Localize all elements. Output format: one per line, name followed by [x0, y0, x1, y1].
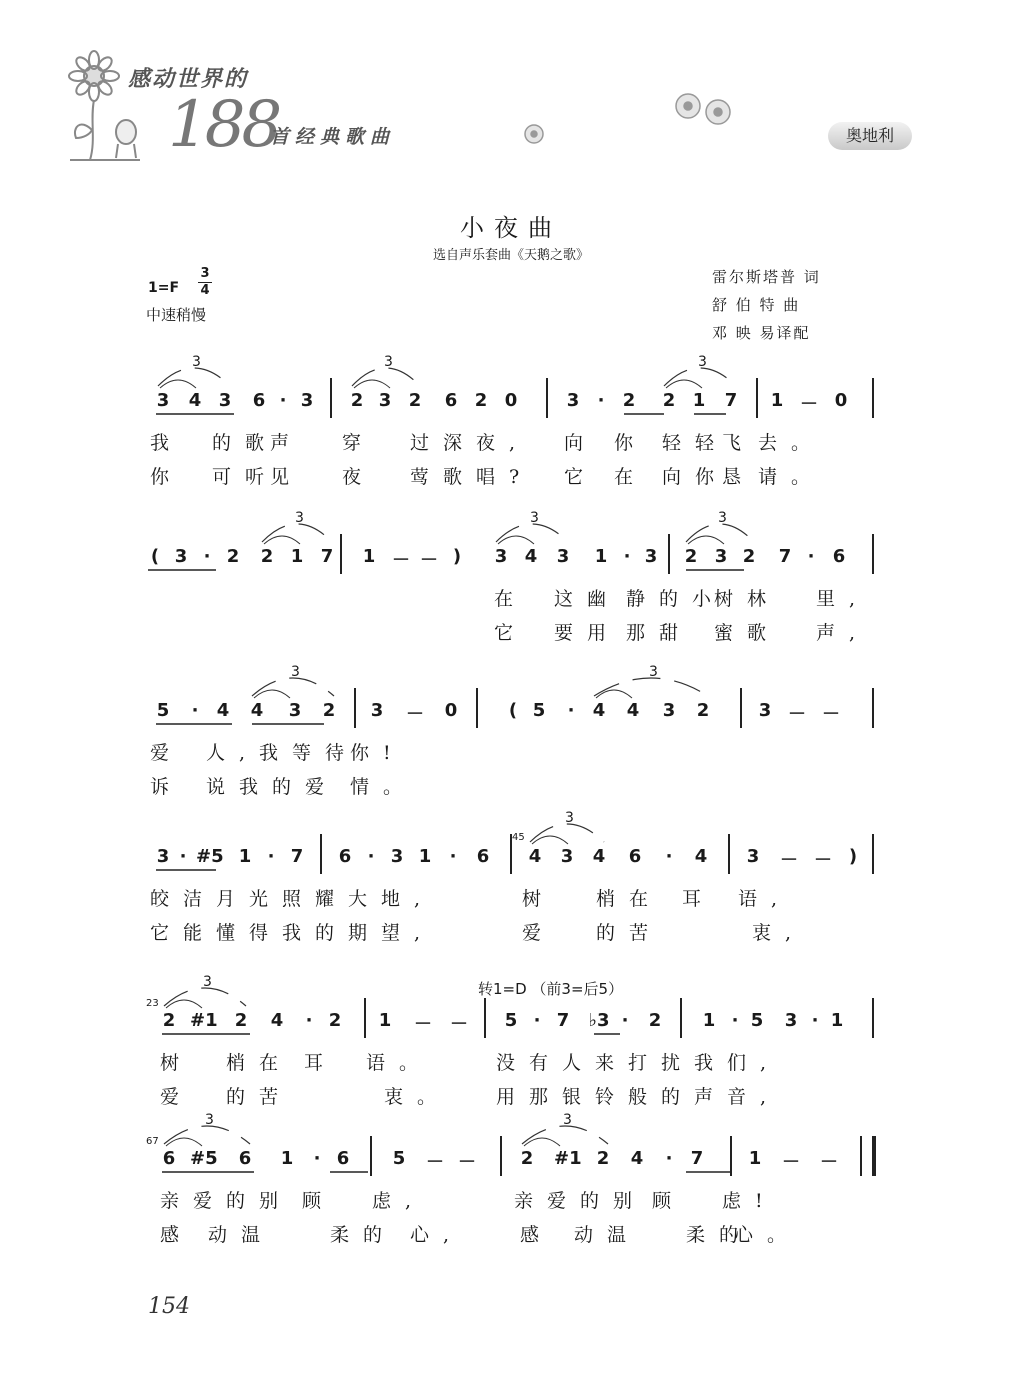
note: 7: [690, 1148, 704, 1169]
note: 3: [378, 390, 392, 411]
note: 5: [750, 1010, 764, 1031]
barline: [872, 834, 874, 874]
note: －: [414, 1014, 432, 1035]
note: 4: [524, 546, 538, 567]
lyric-syllables: 耳: [304, 1052, 338, 1074]
barline: [668, 534, 670, 574]
lyric-syllables: 梢在: [226, 1052, 293, 1074]
slur-arc: [264, 536, 300, 544]
note: 3: [714, 546, 728, 567]
slur-arc: [166, 1138, 202, 1146]
note: 2: [596, 1148, 610, 1169]
note: ): [452, 546, 462, 567]
barline: [680, 998, 682, 1038]
credit-lyricist: 雷尔斯塔普 词: [712, 268, 821, 286]
note: #5: [196, 846, 224, 867]
triplet-arc: [496, 524, 568, 542]
small-mark: 23: [146, 998, 159, 1009]
note: 6: [476, 846, 490, 867]
credit-composer: 舒 伯 特 曲: [712, 296, 801, 314]
note: 2: [260, 546, 274, 567]
lyric-syllables: 穿: [342, 432, 376, 454]
barline: [546, 378, 548, 418]
note: 6: [238, 1148, 252, 1169]
lyric-syllables: 向你: [662, 466, 729, 488]
lyric-syllables: 树林: [714, 588, 781, 610]
song-subtitle: 选自声乐套曲《天鹅之歌》: [432, 248, 589, 263]
triplet-mark: 3: [295, 510, 304, 526]
note: 0: [834, 390, 848, 411]
lyric-syllables: 说我的爱: [206, 776, 339, 798]
note: ·: [179, 846, 187, 867]
lyric-syllables: 向: [564, 432, 598, 454]
barline: [872, 378, 874, 418]
triplet-arc: [522, 1126, 608, 1144]
note: 0: [444, 700, 458, 721]
barline: [364, 998, 366, 1038]
note: 1: [692, 390, 706, 411]
lyric-syllables: 那甜: [626, 622, 693, 644]
lyric-syllables: 静的小: [626, 588, 726, 610]
lyric-syllables: 里,: [816, 588, 870, 610]
note: 2: [520, 1148, 534, 1169]
note: 4: [592, 700, 606, 721]
note: ·: [811, 1010, 819, 1031]
barline: [728, 834, 730, 874]
note: ·: [665, 846, 673, 867]
lyric-syllables: 顾: [302, 1190, 336, 1212]
lyric-syllables: 你!: [350, 742, 405, 764]
note: 5: [392, 1148, 406, 1169]
triplet-arc: [252, 678, 334, 696]
lyric-syllables: 亲爱的别: [514, 1190, 647, 1212]
lyric-syllables: 亲爱的别: [160, 1190, 293, 1212]
note: 2: [684, 546, 698, 567]
note: 1: [378, 1010, 392, 1031]
note: 3: [288, 700, 302, 721]
barline: [872, 998, 874, 1038]
lyric-syllables: 见: [270, 466, 304, 488]
lyric-syllables: 柔的: [330, 1224, 397, 1246]
slur-arc: [166, 1000, 202, 1008]
note: ·: [665, 1148, 673, 1169]
note: －: [820, 1152, 838, 1173]
time-bottom: 4: [198, 282, 212, 299]
note: 3: [644, 546, 658, 567]
note: 2: [408, 390, 422, 411]
lyric-syllables: 用那银铃般的声音,: [496, 1086, 781, 1108]
barline: [476, 688, 478, 728]
note: ): [848, 846, 858, 867]
note: 3: [156, 390, 170, 411]
barline: [860, 1136, 862, 1176]
note: #1: [190, 1010, 218, 1031]
note: 1: [238, 846, 252, 867]
note: 4: [188, 390, 202, 411]
note: 7: [290, 846, 304, 867]
small-mark: 67: [146, 1136, 159, 1147]
note: 6: [162, 1148, 176, 1169]
note: 3: [566, 390, 580, 411]
note: ·: [279, 390, 287, 411]
lyric-syllables: 耳: [682, 888, 716, 910]
note: ·: [623, 546, 631, 567]
triplet-mark: 3: [192, 354, 201, 370]
note: －: [406, 704, 424, 725]
note: 3: [746, 846, 760, 867]
triplet-arc: [352, 368, 420, 386]
note: 6: [444, 390, 458, 411]
lyric-syllables: 没有人来打扰我们,: [496, 1052, 781, 1074]
lyric-syllables: 爱: [150, 742, 184, 764]
note: ·: [533, 1010, 541, 1031]
note: (: [508, 700, 518, 721]
slur-arc: [532, 836, 568, 844]
note: ·: [597, 390, 605, 411]
note: 2: [648, 1010, 662, 1031]
barline: [500, 1136, 502, 1176]
note: 3: [556, 546, 570, 567]
lyric-syllables: 皎洁月光照耀大地,: [150, 888, 435, 910]
lyric-syllables: 我: [150, 432, 184, 454]
note: 1: [280, 1148, 294, 1169]
lyric-syllables: 它: [564, 466, 598, 488]
note: 1: [830, 1010, 844, 1031]
note: 3: [662, 700, 676, 721]
credit-translator: 邓 映 易译配: [712, 324, 811, 342]
note: ·: [203, 546, 211, 567]
note: 3: [560, 846, 574, 867]
note: ·: [731, 1010, 739, 1031]
note: 2: [350, 390, 364, 411]
note: 2: [474, 390, 488, 411]
note: 7: [724, 390, 738, 411]
note: 2: [696, 700, 710, 721]
note: 4: [270, 1010, 284, 1031]
note: 6: [252, 390, 266, 411]
triplet-mark: 3: [565, 810, 574, 826]
note: 7: [556, 1010, 570, 1031]
lyric-syllables: 你: [614, 432, 648, 454]
barline: [740, 688, 742, 728]
lyric-syllables: 爱: [522, 922, 556, 944]
lyric-syllables: 的苦: [596, 922, 663, 944]
note: 3: [218, 390, 232, 411]
note: ·: [367, 846, 375, 867]
note: 7: [320, 546, 334, 567]
lyric-syllables: 顾: [652, 1190, 686, 1212]
note: 3: [758, 700, 772, 721]
slur-arc: [354, 380, 390, 388]
note: 6: [832, 546, 846, 567]
triplet-mark: 3: [384, 354, 393, 370]
triplet-mark: 3: [649, 664, 658, 680]
triplet-mark: 3: [205, 1112, 214, 1128]
note: 4: [630, 1148, 644, 1169]
note: ·: [621, 1010, 629, 1031]
time-top: 3: [200, 266, 210, 281]
note: 1: [770, 390, 784, 411]
note: ♭3: [588, 1010, 610, 1031]
lyric-syllables: 恳: [722, 466, 756, 488]
song-title: 小夜曲: [460, 214, 562, 242]
note: 3: [174, 546, 188, 567]
barline: [320, 834, 322, 874]
barline: [484, 998, 486, 1038]
triplet-mark: 3: [698, 354, 707, 370]
note: 4: [626, 700, 640, 721]
lyric-syllables: 语。: [366, 1052, 433, 1074]
note: －: [814, 850, 832, 871]
note: －: [822, 704, 840, 725]
barline: [370, 1136, 372, 1176]
note: ·: [267, 846, 275, 867]
lyric-syllables: 语,: [738, 888, 792, 910]
triplet-arc: [164, 1126, 250, 1144]
lyric-syllables: 柔的: [686, 1224, 753, 1246]
tempo-marking: 中速稍慢: [146, 306, 207, 324]
triplet-arc: [530, 824, 604, 842]
lyric-syllables: 虑,: [372, 1190, 426, 1212]
lyric-syllables: 动温: [208, 1224, 275, 1246]
note: ·: [807, 546, 815, 567]
lyric-syllables: 心,: [410, 1224, 464, 1246]
note: 3: [300, 390, 314, 411]
barline: [330, 378, 332, 418]
small-mark: 45: [512, 832, 525, 843]
note: －: [392, 550, 410, 571]
note: 4: [528, 846, 542, 867]
note: 2: [742, 546, 756, 567]
lyric-syllables: 衷。: [384, 1086, 451, 1108]
lyric-syllables: 飞: [722, 432, 756, 454]
note: －: [458, 1152, 476, 1173]
triplet-arc: [262, 524, 332, 542]
triplet-mark: 3: [203, 974, 212, 990]
triplet-mark: 3: [718, 510, 727, 526]
lyric-syllables: 请。: [758, 466, 825, 488]
final-repeat-barline: [872, 1136, 876, 1176]
note: －: [800, 394, 818, 415]
lyric-syllables: 虑!: [722, 1190, 777, 1212]
note: 4: [250, 700, 264, 721]
lyric-syllables: 动温: [574, 1224, 641, 1246]
lyric-syllables: 去。: [758, 432, 825, 454]
note: 5: [504, 1010, 518, 1031]
note: 6: [338, 846, 352, 867]
lyric-syllables: 树: [522, 888, 556, 910]
slur-arc: [160, 380, 196, 388]
triplet-arc: [686, 524, 754, 542]
note: ·: [313, 1148, 321, 1169]
slur-arc: [498, 536, 534, 544]
lyric-syllables: 夜: [342, 466, 376, 488]
triplet-arc: [664, 368, 736, 386]
note: 4: [592, 846, 606, 867]
slur-arc: [688, 536, 724, 544]
triplet-mark: 3: [530, 510, 539, 526]
lyric-syllables: 诉: [150, 776, 184, 798]
note: 1: [418, 846, 432, 867]
note: －: [780, 850, 798, 871]
note: ·: [567, 700, 575, 721]
note: 3: [156, 846, 170, 867]
lyric-syllables: 在: [494, 588, 528, 610]
lyric-syllables: 你: [150, 466, 184, 488]
lyric-syllables: 爱: [160, 1086, 194, 1108]
note: 2: [328, 1010, 342, 1031]
note: 1: [290, 546, 304, 567]
lyric-syllables: 声,: [816, 622, 870, 644]
country-badge: 奥地利: [828, 122, 912, 150]
note: 3: [370, 700, 384, 721]
triplet-arc: [158, 368, 230, 386]
lyric-syllables: 情。: [350, 776, 417, 798]
lyric-syllables: 的歌: [212, 432, 279, 454]
lyric-syllables: 这幽: [554, 588, 621, 610]
note: #5: [190, 1148, 218, 1169]
note: 1: [594, 546, 608, 567]
barline: [872, 688, 874, 728]
modulation-marking: 转1=D （前3=后5）: [478, 980, 624, 998]
lyric-syllables: 心。: [734, 1224, 801, 1246]
lyric-syllables: 树: [160, 1052, 194, 1074]
note: 1: [362, 546, 376, 567]
lyric-syllables: 可听: [212, 466, 279, 488]
note: 5: [532, 700, 546, 721]
lyric-syllables: 声: [270, 432, 304, 454]
lyric-syllables: 它: [494, 622, 528, 644]
page-number: 154: [148, 1294, 190, 1319]
note: －: [782, 1152, 800, 1173]
note: 3: [390, 846, 404, 867]
note: －: [426, 1152, 444, 1173]
note: (: [150, 546, 160, 567]
lyric-syllables: 要用: [554, 622, 621, 644]
triplet-arc: [594, 678, 708, 696]
lyric-syllables: 梢在: [596, 888, 663, 910]
note: －: [450, 1014, 468, 1035]
note: 2: [622, 390, 636, 411]
note: 3: [494, 546, 508, 567]
note: 2: [662, 390, 676, 411]
note: 2: [162, 1010, 176, 1031]
note: －: [420, 550, 438, 571]
barline: [872, 534, 874, 574]
triplet-mark: 3: [291, 664, 300, 680]
book-series-number: 188: [168, 88, 279, 162]
barline: [730, 1136, 732, 1176]
lyric-syllables: 感: [160, 1224, 194, 1246]
note: ·: [191, 700, 199, 721]
book-series-title: 感动世界的: [128, 67, 249, 92]
slur-arc: [254, 690, 290, 698]
note: 1: [702, 1010, 716, 1031]
triplet-arc: [164, 988, 246, 1006]
note: 2: [322, 700, 336, 721]
triplet-mark: 3: [563, 1112, 572, 1128]
barline: [756, 378, 758, 418]
note: 1: [748, 1148, 762, 1169]
note: ·: [305, 1010, 313, 1031]
note: 5: [156, 700, 170, 721]
note: 4: [216, 700, 230, 721]
book-series-subtitle: 首经典歌曲: [270, 126, 396, 148]
note: 6: [628, 846, 642, 867]
note: 0: [504, 390, 518, 411]
note: 6: [336, 1148, 350, 1169]
barline: [354, 688, 356, 728]
note: 7: [778, 546, 792, 567]
note: #1: [554, 1148, 582, 1169]
note: 2: [234, 1010, 248, 1031]
barline: [340, 534, 342, 574]
lyric-syllables: 莺歌唱?: [410, 466, 534, 488]
lyric-syllables: 人,我等待: [206, 742, 359, 764]
lyric-syllables: 轻轻: [662, 432, 729, 454]
lyric-syllables: 衷,: [752, 922, 806, 944]
note: ·: [449, 846, 457, 867]
note: 2: [226, 546, 240, 567]
key-signature: 1=F: [148, 280, 180, 296]
lyric-syllables: 的苦: [226, 1086, 293, 1108]
lyric-syllables: 过深夜,: [410, 432, 530, 454]
note: －: [788, 704, 806, 725]
lyric-syllables: 在: [614, 466, 648, 488]
lyric-syllables: 它能懂得我的期望,: [150, 922, 435, 944]
note: 4: [694, 846, 708, 867]
lyric-syllables: 感: [520, 1224, 554, 1246]
slur-arc: [666, 380, 702, 388]
note: 3: [784, 1010, 798, 1031]
slur-arc: [524, 1138, 560, 1146]
lyric-syllables: 蜜歌: [714, 622, 781, 644]
